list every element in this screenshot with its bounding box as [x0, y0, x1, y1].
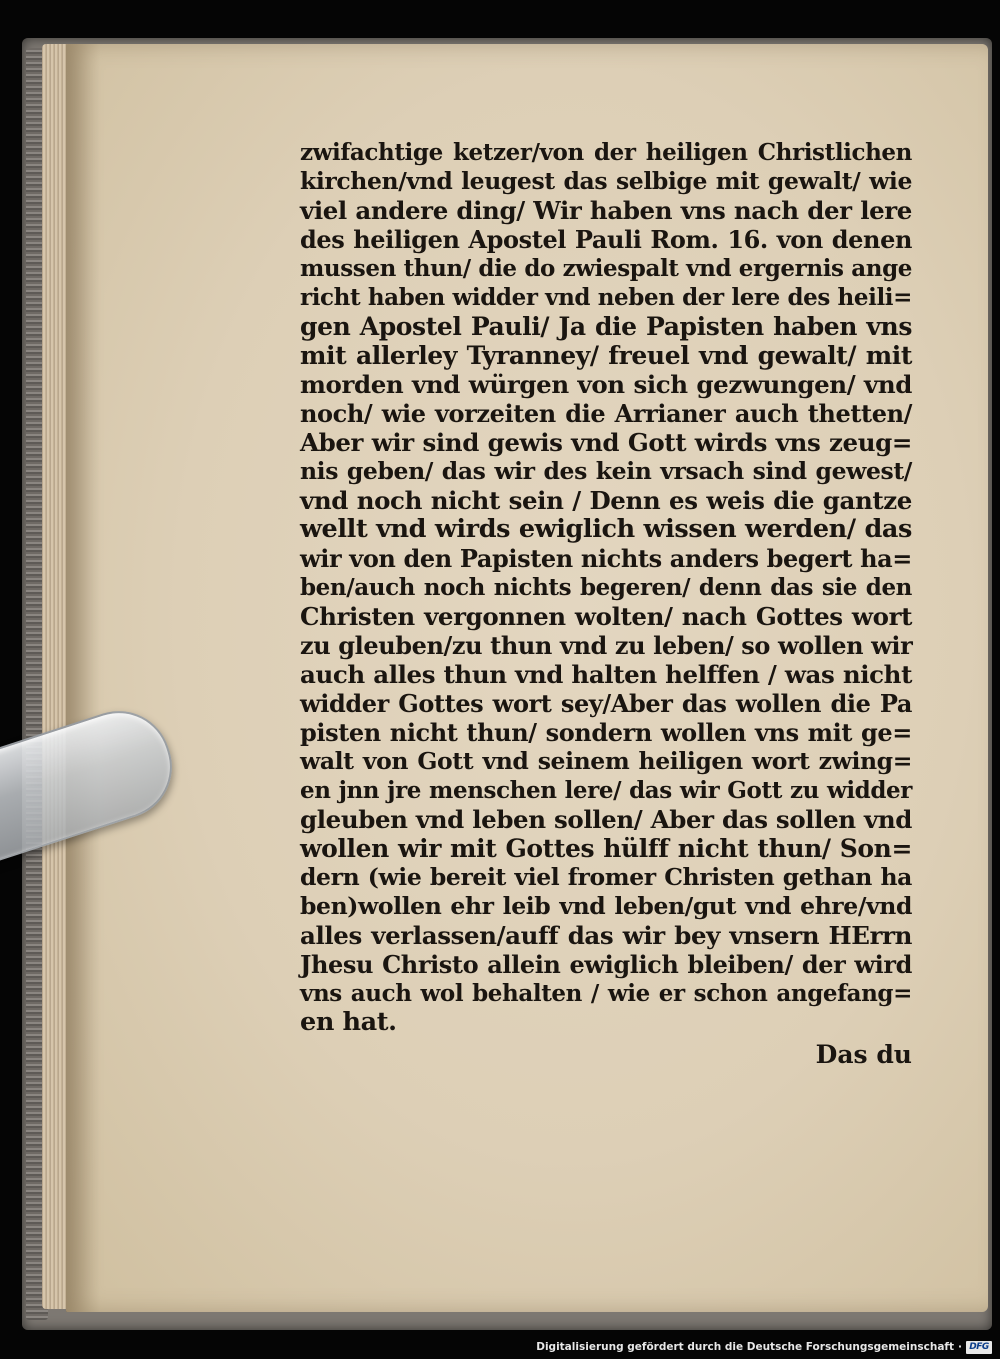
text-line: en hat. [300, 1007, 397, 1037]
text-line: auch alles thun vnd halten helffen / was nicht [300, 660, 912, 689]
text-line: kirchen/vnd leugest das selbige mit gewalt/ wie [300, 167, 912, 195]
text-line: vnd noch nicht sein / Denn es weis die gantze [300, 486, 912, 515]
text-line: dern (wie bereit viel fromer Christen gethan ha [300, 863, 912, 891]
text-line: wollen wir mit Gottes hülff nicht thun/ Son= [300, 834, 912, 863]
text-line: vns auch wol behalten / wie er schon angefang= [300, 980, 912, 1007]
text-line: gen Apostel Pauli/ Ja die Papisten haben vns [300, 312, 912, 341]
footer-separator: · [958, 1341, 962, 1353]
footer-credit-text: Digitalisierung gefördert durch die Deutsche Forschungsgemeinschaft [536, 1341, 954, 1353]
text-line: gleuben vnd leben sollen/ Aber das sollen vnd [300, 805, 912, 834]
text-line: richt haben widder vnd neben der lere des heili= [300, 284, 912, 311]
text-line: ben)wollen ehr leib vnd leben/gut vnd ehre/vnd [300, 892, 912, 920]
text-line: Aber wir sind gewis vnd Gott wirds vns zeug= [300, 428, 912, 457]
text-line: widder Gottes wort sey/Aber das wollen die Pa [300, 689, 912, 718]
text-line: zwifachtige ketzer/von der heiligen Christlichen [300, 139, 912, 166]
text-line: wir von den Papisten nichts anders begert ha= [300, 544, 912, 573]
text-line: zu gleuben/zu thun vnd zu leben/ so wollen wir [300, 631, 913, 660]
text-line: morden vnd würgen von sich gezwungen/ vnd [300, 370, 912, 399]
text-line: alles verlassen/auff das wir bey vnsern HErrn [300, 921, 912, 950]
text-line: mussen thun/ die do zwiespalt vnd ergernis ange [300, 255, 912, 282]
footer-credit-bar [536, 1337, 992, 1357]
text-line: des heiligen Apostel Pauli Rom. 16. von denen [300, 225, 912, 254]
text-line: walt von Gott vnd seinem heiligen wort zwing= [300, 747, 912, 775]
text-line: mit allerley Tyranney/ freuel vnd gewalt/ mit [300, 341, 912, 370]
page-text-block [300, 138, 912, 1037]
text-line: wellt vnd wirds ewiglich wissen werden/ das [300, 514, 912, 544]
text-line: viel andere ding/ Wir haben vns nach der lere [300, 196, 912, 225]
text-line: ben/auch noch nichts begeren/ denn das sie den [300, 574, 912, 601]
text-line: Christen vergonnen wolten/ nach Gottes wort [300, 602, 912, 631]
catchword: Das du [815, 1040, 912, 1069]
page-gutter-shadow [66, 44, 100, 1312]
text-line: pisten nicht thun/ sondern wollen vns mit ge= [300, 718, 912, 747]
text-line: en jnn jre menschen lere/ das wir Gott zu widder [300, 777, 912, 804]
text-line: noch/ wie vorzeiten die Arrianer auch thetten/ [300, 399, 912, 428]
dfg-logo-icon: DFG [966, 1341, 992, 1354]
text-line: nis geben/ das wir des kein vrsach sind gewest/ [300, 457, 912, 485]
text-line: Jhesu Christo allein ewiglich bleiben/ der wird [300, 950, 912, 979]
